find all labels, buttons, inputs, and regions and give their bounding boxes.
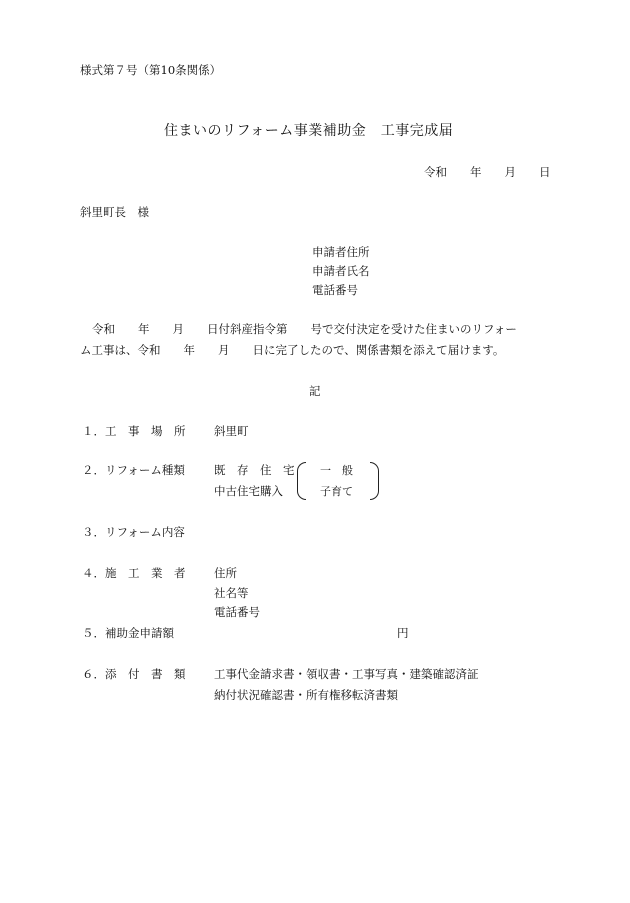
contractor-label: ４．施 工 業 者 (82, 566, 186, 580)
contractor-company-label: 社名等 (214, 586, 249, 600)
reform-content-label: ３．リフォーム内容 (82, 525, 185, 539)
attachments-line-1: 工事代金請求書・領収書・工事写真・建築確認済証 (214, 667, 479, 681)
reform-sub-general: 一 般 (320, 464, 353, 477)
contractor-phone-label: 電話番号 (214, 605, 260, 619)
reform-type-option-used-purchase: 中古住宅購入 (214, 484, 283, 498)
left-bracket (297, 462, 306, 500)
site-value: 斜里町 (214, 424, 249, 438)
document-title: 住まいのリフォーム事業補助金 工事完成届 (164, 123, 454, 139)
attachments-line-2: 納付状況確認書・所有権移転済書類 (214, 688, 398, 702)
amount-label: ５．補助金申請額 (82, 626, 174, 640)
date-line: 令和 年 月 日 (424, 165, 551, 179)
contractor-address-label: 住所 (214, 566, 237, 580)
body-line-2: ム工事は、令和 年 月 日に完了したので、関係書類を添えて届けます。 (80, 343, 505, 357)
site-label: １．工 事 場 所 (82, 424, 186, 438)
reform-type-option-existing: 既 存 住 宅 (214, 463, 295, 477)
ki-marker: 記 (309, 384, 321, 398)
reform-type-label: ２．リフォーム種類 (82, 463, 185, 477)
attachments-label: ６．添 付 書 類 (82, 667, 186, 681)
applicant-phone-label: 電話番号 (312, 283, 358, 297)
right-bracket (370, 462, 379, 500)
applicant-address-label: 申請者住所 (312, 245, 370, 259)
amount-unit: 円 (397, 626, 409, 640)
applicant-name-label: 申請者氏名 (312, 264, 370, 278)
body-line-1: 令和 年 月 日付斜産指令第 号で交付決定を受けた住まいのリフォー (92, 322, 517, 336)
addressee: 斜里町長 様 (80, 205, 149, 219)
reform-sub-childcare: 子育て (320, 485, 353, 498)
form-number: 様式第７号（第10条関係） (80, 63, 222, 77)
